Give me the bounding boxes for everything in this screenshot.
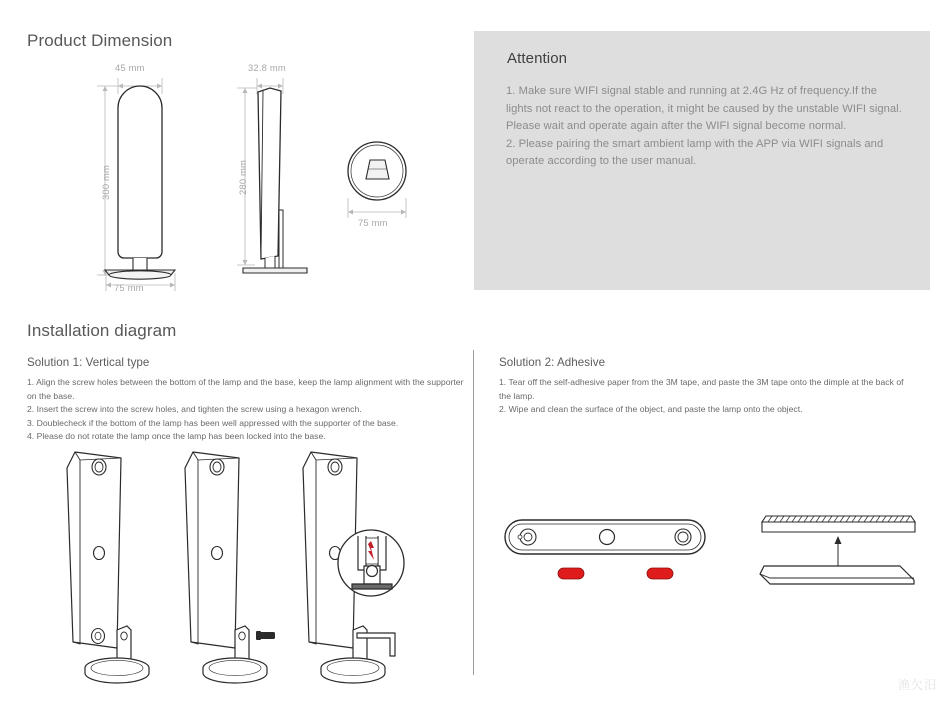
adhesive-tape-strip xyxy=(762,516,915,532)
top-view-drawing xyxy=(340,138,440,238)
attach-direction-arrow xyxy=(835,536,842,566)
front-view-base-label: 75 mm xyxy=(114,282,144,293)
solution2-step-2: 2. Wipe and clean the surface of the object, and paste the lamp onto the object. xyxy=(499,404,803,415)
solution1-step-4: 4. Please do not rotate the lamp once the lamp has been locked into the base. xyxy=(27,431,326,442)
solution2-step-1: 1. Tear off the self-adhesive paper from the 3M tape, and paste the 3M tape onto the dimple at the back of the lamp. xyxy=(499,377,904,401)
attention-panel xyxy=(474,31,930,290)
solution1-step-3: 3. Doublecheck if the bottom of the lamp has been well appressed with the supporter of the base. xyxy=(27,417,399,428)
watermark: 渔欠汨 xyxy=(897,678,937,692)
solution2-steps xyxy=(499,376,917,417)
side-view-width-label: 32.8 mm xyxy=(248,62,286,73)
side-view-drawing xyxy=(215,60,335,300)
page-title-product-dimension: Product Dimension xyxy=(27,31,173,50)
tape-attach-drawing xyxy=(740,500,925,600)
tape-piece-right xyxy=(647,568,673,579)
installation-column-divider xyxy=(473,350,474,675)
solution1-step-2: 2. Insert the screw into the screw holes, and tighten the screw using a hexagon wrench. xyxy=(27,404,362,415)
tape-piece-left xyxy=(558,568,584,579)
front-view-width-label: 45 mm xyxy=(115,62,145,73)
lamp-back-adhesive-drawing xyxy=(495,512,725,592)
solution2-heading: Solution 2: Adhesive xyxy=(499,356,606,369)
page-title-installation: Installation diagram xyxy=(27,321,177,340)
attention-title: Attention xyxy=(507,50,568,67)
lamp-body-side xyxy=(760,566,914,584)
attention-item-1: 1. Make sure WIFI signal stable and running at 2.4G Hz of frequency.If the lights not react to the operation, it might be caused by the unstable WIFI signal. Please wait and operate again after the WIFI signal become normal. xyxy=(506,85,902,133)
solution1-steps xyxy=(27,376,469,444)
install-detail-callout xyxy=(330,518,412,610)
solution1-step-1: 1. Align the screw holes between the bottom of the lamp and the base, keep the lamp alignment with the supporter on the base. xyxy=(27,377,464,401)
attention-body xyxy=(506,83,904,171)
hexagon-screw-icon xyxy=(256,631,275,640)
install-step-2 xyxy=(185,452,267,683)
solution1-heading: Solution 1: Vertical type xyxy=(27,356,150,369)
callout-red-mark xyxy=(366,538,378,564)
front-view-height-label: 300 mm xyxy=(100,164,111,200)
top-view-diameter-label: 75 mm xyxy=(358,217,388,228)
attention-item-2: 2. Please pairing the smart ambient lamp with the APP via WIFI signals and operate according to the user manual. xyxy=(506,137,884,168)
side-view-height-label: 280 mm xyxy=(237,159,248,195)
install-step-1 xyxy=(67,452,121,648)
